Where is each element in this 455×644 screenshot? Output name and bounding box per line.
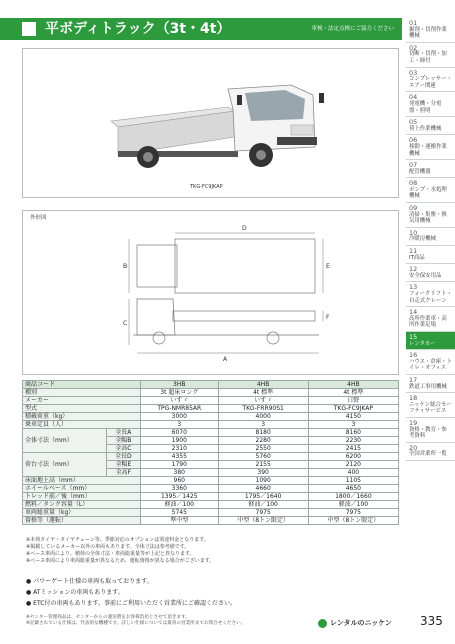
spec-value-cell: 1790 bbox=[141, 461, 219, 469]
spec-row-label: メーカー bbox=[23, 397, 141, 405]
dim-label-a: A bbox=[223, 356, 228, 363]
spec-value-cell: 日野 bbox=[308, 397, 398, 405]
category-sidebar bbox=[406, 18, 455, 461]
sidebar-item-label: ニッケン総合セーフティサービス bbox=[409, 401, 452, 415]
spec-value-cell: 4150 bbox=[308, 413, 398, 421]
spec-row bbox=[23, 493, 399, 501]
sidebar-item-label: IT商品 bbox=[409, 254, 425, 261]
sidebar-item-05[interactable] bbox=[406, 117, 455, 135]
sidebar-item-17[interactable] bbox=[406, 375, 455, 393]
page-header bbox=[0, 18, 402, 40]
spec-row-label: ホイールベース（mm） bbox=[23, 485, 141, 493]
sidebar-item-number: 04 bbox=[409, 93, 418, 102]
sidebar-item-label: 全国営業所一覧 bbox=[409, 451, 447, 458]
note-line: ※ベース車両により、積荷の全体寸法・車両総重量等が上記と異なります。 bbox=[26, 551, 195, 557]
spec-value-cell: 400 bbox=[308, 469, 398, 477]
bullet-list bbox=[26, 576, 236, 609]
spec-sub-label: 全幅E bbox=[106, 461, 140, 469]
spec-value-cell: 1395／1425 bbox=[141, 493, 219, 501]
sidebar-item-number: 14 bbox=[409, 308, 418, 317]
sidebar-item-label: 配管機器 bbox=[409, 168, 431, 175]
spec-value-cell: 3t 超床ロング bbox=[141, 389, 219, 397]
spec-value-cell: 中型（8トン限定） bbox=[218, 517, 308, 525]
sidebar-item-number: 16 bbox=[409, 351, 418, 360]
dim-label-b: B bbox=[123, 263, 128, 270]
spec-row bbox=[23, 429, 399, 437]
footnote-line: ※センター管理商品は、センターからの運送費をお客様負担とさせて頂きます。 bbox=[26, 615, 190, 620]
spec-row-label: 種別 bbox=[23, 389, 141, 397]
bullet-item: ● ETC付の車両もあります。事前にご利用いただく営業所にご確認ください。 bbox=[26, 600, 236, 607]
spec-value-cell: 6200 bbox=[308, 453, 398, 461]
spec-sub-label: 全幅B bbox=[106, 437, 140, 445]
note-line: ※本荷タイヤ・タイヤチェーン等、季節対応のオプションは別途料金となります。 bbox=[26, 537, 209, 543]
spec-value-cell: 2550 bbox=[218, 445, 308, 453]
sidebar-item-15[interactable] bbox=[406, 332, 455, 350]
spec-value-cell: 2415 bbox=[308, 445, 398, 453]
truck-model-caption: TKG-FC9JKAP bbox=[190, 184, 223, 190]
spec-value-cell: 2280 bbox=[218, 437, 308, 445]
sidebar-item-label: 荷上作業機械 bbox=[409, 125, 442, 132]
sidebar-item-14[interactable] bbox=[406, 307, 455, 332]
outline-diagram bbox=[23, 211, 398, 374]
spec-value-cell: TKG-FC9JKAP bbox=[308, 405, 398, 413]
sidebar-item-label: ポンプ・水処理機械 bbox=[409, 186, 447, 200]
spec-row-label: 資格等（運転） bbox=[23, 517, 141, 525]
sidebar-item-label: コンプレッサー・エアー関連 bbox=[409, 76, 452, 89]
spec-row bbox=[23, 413, 399, 421]
spec-value-cell: TKG-FRR90S1 bbox=[218, 405, 308, 413]
dim-label-d: D bbox=[242, 225, 247, 232]
brand-dot-icon bbox=[318, 619, 327, 628]
sidebar-item-number: 20 bbox=[409, 443, 418, 452]
sidebar-item-number: 02 bbox=[409, 43, 418, 52]
spec-value-cell: 軽油／100 bbox=[218, 501, 308, 509]
sidebar-item-number: 08 bbox=[409, 179, 418, 188]
sidebar-item-13[interactable] bbox=[406, 282, 455, 307]
spec-sub-label: 全長D bbox=[106, 453, 140, 461]
spec-value-cell: いすゞ bbox=[218, 397, 308, 405]
sidebar-item-08[interactable] bbox=[406, 178, 455, 203]
spec-row bbox=[23, 509, 399, 517]
footnotes bbox=[26, 615, 245, 627]
spec-value-cell: 2155 bbox=[218, 461, 308, 469]
sidebar-item-number: 11 bbox=[409, 247, 418, 256]
spec-row bbox=[23, 405, 399, 413]
spec-value-cell: 2230 bbox=[308, 437, 398, 445]
sidebar-item-label: フォークリフト・自走式クレーン bbox=[409, 291, 452, 304]
product-code-cell: 3HB bbox=[141, 381, 219, 389]
bullet-item: ● ATミッションの車両もあります。 bbox=[26, 589, 124, 596]
spec-value-cell: 準中型 bbox=[141, 517, 219, 525]
spec-row-label: 積載荷重（kg） bbox=[23, 413, 141, 421]
sidebar-item-label: ハウス・倉庫・トイレ・オフィス bbox=[409, 358, 452, 372]
sidebar-item-number: 05 bbox=[409, 118, 418, 127]
spec-value-cell: TPG-NMR85AR bbox=[141, 405, 219, 413]
spec-value-cell: 4t 標準 bbox=[218, 389, 308, 397]
dim-label-e: E bbox=[326, 263, 330, 270]
spec-value-cell: 中型（8トン限定） bbox=[308, 517, 398, 525]
spec-row-label: 車両総重量（kg） bbox=[23, 509, 141, 517]
spec-sub-label: 全高F bbox=[106, 469, 140, 477]
spec-value-cell: 5745 bbox=[141, 509, 219, 517]
spec-value-cell: 5760 bbox=[218, 453, 308, 461]
sidebar-item-03[interactable] bbox=[406, 68, 455, 93]
sidebar-item-12[interactable] bbox=[406, 264, 455, 282]
sidebar-item-07[interactable] bbox=[406, 160, 455, 178]
spec-value-cell: 3000 bbox=[141, 413, 219, 421]
spec-value-cell: 1795／1640 bbox=[218, 493, 308, 501]
diagram-title: 外形図 bbox=[30, 215, 47, 221]
footnote-line: ※記載されている仕様は、代表的な機種です。詳しい仕様については最寄の営業所までお問合せください。 bbox=[26, 621, 246, 626]
sidebar-item-01[interactable] bbox=[406, 18, 455, 43]
spec-value-cell: 380 bbox=[141, 469, 219, 477]
page-number: 335 bbox=[420, 614, 443, 628]
sidebar-item-number: 18 bbox=[409, 394, 418, 403]
sidebar-item-number: 10 bbox=[409, 228, 418, 237]
note-line: ※ベース車両により車両総重量が異なるため、運転資格が異なる場合がございます。 bbox=[26, 558, 215, 564]
sidebar-item-number: 07 bbox=[409, 161, 418, 170]
sidebar-item-label: 冷暖房機械 bbox=[409, 236, 436, 243]
spec-sub-label: 全高C bbox=[106, 445, 140, 453]
spec-value-cell: 3360 bbox=[141, 485, 219, 493]
header-square-icon bbox=[22, 22, 36, 36]
spec-value-cell: 4650 bbox=[308, 485, 398, 493]
spec-group-label: 荷台寸法（mm） bbox=[23, 453, 107, 477]
sidebar-item-label: レンタカー bbox=[409, 340, 436, 347]
spec-header-label: 商品コード bbox=[23, 381, 141, 389]
sidebar-item-label: 発電機・分電盤・照明 bbox=[409, 100, 442, 114]
sidebar-item-label: 切断・切削・加工・締付 bbox=[409, 51, 447, 64]
sidebar-item-label: 高所作業車・高所作業足場 bbox=[409, 315, 447, 329]
sidebar-item-04[interactable] bbox=[406, 92, 455, 117]
sidebar-item-19[interactable] bbox=[406, 418, 455, 443]
spec-value-cell: 4660 bbox=[218, 485, 308, 493]
sidebar-item-label: 掘削・切削作業機械 bbox=[409, 26, 447, 40]
sidebar-item-number: 01 bbox=[409, 19, 418, 27]
spec-row-label: 床面地上高（mm） bbox=[23, 477, 141, 485]
bullet-item: ● パワーゲート仕様の車両も取っております。 bbox=[26, 578, 153, 585]
sidebar-item-number: 17 bbox=[409, 375, 418, 384]
outline-diagram-panel bbox=[22, 210, 399, 375]
spec-value-cell: 1900 bbox=[141, 437, 219, 445]
spec-value-cell: 2120 bbox=[308, 461, 398, 469]
sidebar-item-number: 06 bbox=[409, 136, 418, 145]
sidebar-item-02[interactable] bbox=[406, 43, 455, 68]
spec-header-row bbox=[23, 381, 399, 389]
spec-value-cell: 8180 bbox=[218, 429, 308, 437]
spec-value-cell: 8160 bbox=[308, 429, 398, 437]
spec-row bbox=[23, 397, 399, 405]
spec-value-cell: 3 bbox=[308, 421, 398, 429]
spec-row-label: 乗車定員（人） bbox=[23, 421, 141, 429]
notes bbox=[26, 537, 214, 565]
spec-value-cell: 4t 標準 bbox=[308, 389, 398, 397]
sidebar-item-09[interactable] bbox=[406, 203, 455, 228]
spec-sub-label: 全長A bbox=[106, 429, 140, 437]
spec-value-cell: 390 bbox=[218, 469, 308, 477]
spec-row bbox=[23, 421, 399, 429]
spec-value-cell: 軽油／100 bbox=[308, 501, 398, 509]
product-code-cell: 4HB bbox=[218, 381, 308, 389]
sidebar-item-11[interactable] bbox=[406, 246, 455, 264]
spec-row bbox=[23, 501, 399, 509]
spec-value-cell: 3 bbox=[218, 421, 308, 429]
sidebar-item-label: 安全保安用品 bbox=[409, 272, 442, 279]
spec-row bbox=[23, 389, 399, 397]
spec-value-cell: 6070 bbox=[141, 429, 219, 437]
sidebar-item-number: 13 bbox=[409, 283, 418, 292]
spec-group-label: 全体寸法（mm） bbox=[23, 429, 107, 453]
header-note: 車検・法定点検にご協力ください bbox=[311, 26, 394, 32]
spec-row bbox=[23, 453, 399, 461]
sidebar-item-number: 12 bbox=[409, 265, 418, 274]
truck-photo-panel bbox=[22, 48, 399, 198]
dim-label-c: C bbox=[123, 320, 128, 327]
spec-value-cell: いすゞ bbox=[141, 397, 219, 405]
brand-logo bbox=[318, 618, 392, 628]
spec-row bbox=[23, 485, 399, 493]
sidebar-item-label: 移動・運搬作業機械 bbox=[409, 143, 447, 157]
sidebar-item-20[interactable] bbox=[406, 443, 455, 461]
spec-value-cell: 1800／1660 bbox=[308, 493, 398, 501]
spec-value-cell: 3 bbox=[141, 421, 219, 429]
spec-row-label: トレッド前／後（mm） bbox=[23, 493, 141, 501]
spec-table bbox=[22, 380, 399, 525]
brand-name: レンタルのニッケン bbox=[330, 619, 392, 627]
spec-row-label: 燃料／タンク容量（L） bbox=[23, 501, 141, 509]
spec-value-cell: 軽油／100 bbox=[141, 501, 219, 509]
sidebar-item-number: 03 bbox=[409, 68, 418, 77]
spec-value-cell: 960 bbox=[141, 477, 219, 485]
sidebar-item-16[interactable] bbox=[406, 350, 455, 375]
sidebar-item-number: 15 bbox=[409, 332, 418, 341]
spec-value-cell: 1105 bbox=[308, 477, 398, 485]
spec-value-cell: 7975 bbox=[308, 509, 398, 517]
spec-row bbox=[23, 477, 399, 485]
note-line: ※掲載しているメーカー以外の車両もあります。全体寸法は参考値です。 bbox=[26, 544, 190, 550]
flatbed-truck-illustration bbox=[23, 49, 398, 197]
spec-row-label: 型式 bbox=[23, 405, 141, 413]
spec-value-cell: 2310 bbox=[141, 445, 219, 453]
dim-label-f: F bbox=[326, 314, 330, 321]
sidebar-item-label: 清掃・集塵・換気用機械 bbox=[409, 211, 447, 225]
sidebar-item-number: 19 bbox=[409, 418, 418, 427]
spec-value-cell: 4355 bbox=[141, 453, 219, 461]
sidebar-item-label: 鉄道工事用機械 bbox=[409, 383, 447, 390]
sidebar-item-18[interactable] bbox=[406, 393, 455, 418]
product-code-cell: 4HB bbox=[308, 381, 398, 389]
sidebar-item-label: 資格・教育・参考資料 bbox=[409, 426, 447, 440]
spec-value-cell: 7975 bbox=[218, 509, 308, 517]
page-title: 平ボディトラック（3t・4t） bbox=[45, 21, 231, 37]
sidebar-item-10[interactable] bbox=[406, 228, 455, 246]
spec-row bbox=[23, 517, 399, 525]
spec-value-cell: 4000 bbox=[218, 413, 308, 421]
spec-value-cell: 1090 bbox=[218, 477, 308, 485]
sidebar-item-number: 09 bbox=[409, 204, 418, 213]
sidebar-item-06[interactable] bbox=[406, 135, 455, 160]
